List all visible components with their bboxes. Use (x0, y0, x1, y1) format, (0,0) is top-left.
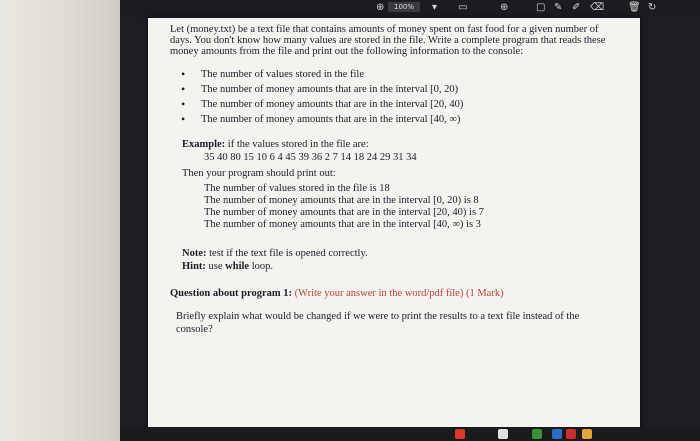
expected-output (170, 183, 610, 231)
app-icon[interactable] (582, 429, 592, 439)
output-line: The number of money amounts that are in the interval [20, 40) is 7 (204, 207, 484, 218)
output-line: The number of money amounts that are in the interval [0, 20) is 8 (204, 195, 479, 206)
dropdown-icon[interactable]: ▾ (432, 2, 438, 13)
zoom-select[interactable]: 100% (388, 2, 420, 12)
example-label: Example: (182, 139, 226, 150)
example-text: if the values stored in the file are: (225, 139, 369, 150)
example-section (170, 138, 610, 336)
pen-icon[interactable]: ✎ (554, 2, 563, 13)
output-line: The number of values stored in the file is 18 (204, 183, 390, 194)
redo-icon[interactable]: ↻ (648, 2, 657, 13)
list-item: • The number of values stored in the file (181, 67, 364, 81)
question-body: Briefly explain what would be changed if we were to print the results to a text file instead of the console? (176, 311, 580, 335)
then-line: Then your program should print out: (182, 168, 336, 179)
comment-icon[interactable]: ▢ (536, 2, 546, 13)
highlight-icon[interactable]: ✐ (572, 2, 581, 13)
document-page (148, 18, 640, 441)
pdf-icon[interactable] (566, 429, 576, 439)
example-values: 35 40 80 15 10 6 4 45 39 36 2 7 14 18 24 29 31 34 (204, 152, 417, 163)
app-icon[interactable] (532, 429, 542, 439)
device-bezel (0, 0, 120, 441)
document-content (170, 24, 610, 336)
intro-paragraph: Let (money.txt) be a text file that contains amounts of money spent on fast food for a given number of days. You don't know how many values are stored in the file. Write a complete program that reads these money amounts from the file and print out the following information to the console: (170, 24, 606, 57)
list-item: • The number of money amounts that are in the interval [40, ∞) (181, 112, 461, 126)
requirements-list (170, 67, 610, 127)
question-heading: Question about program 1: (Write your answer in the word/pdf file) (1 Mark) (170, 288, 504, 299)
page-view-icon[interactable]: ▭ (458, 2, 468, 13)
list-item: • The number of money amounts that are in the interval [20, 40) (181, 97, 464, 111)
taskbar (120, 427, 700, 441)
eraser-icon[interactable]: ⌫ (590, 2, 605, 13)
pdf-toolbar (120, 0, 700, 18)
app-icon[interactable] (455, 429, 465, 439)
delete-icon[interactable]: 🗑 (628, 2, 641, 13)
output-line: The number of money amounts that are in the interval [40, ∞) is 3 (204, 219, 481, 230)
chrome-icon[interactable] (498, 429, 508, 439)
note-line: Note: test if the text file is opened correctly. (182, 248, 368, 259)
add-icon[interactable]: ⊕ (376, 2, 385, 13)
word-icon[interactable] (552, 429, 562, 439)
add-page-icon[interactable]: ⊕ (500, 2, 509, 13)
list-item: • The number of money amounts that are in the interval [0, 20) (181, 82, 459, 96)
hint-line: Hint: use while loop. (182, 261, 274, 272)
